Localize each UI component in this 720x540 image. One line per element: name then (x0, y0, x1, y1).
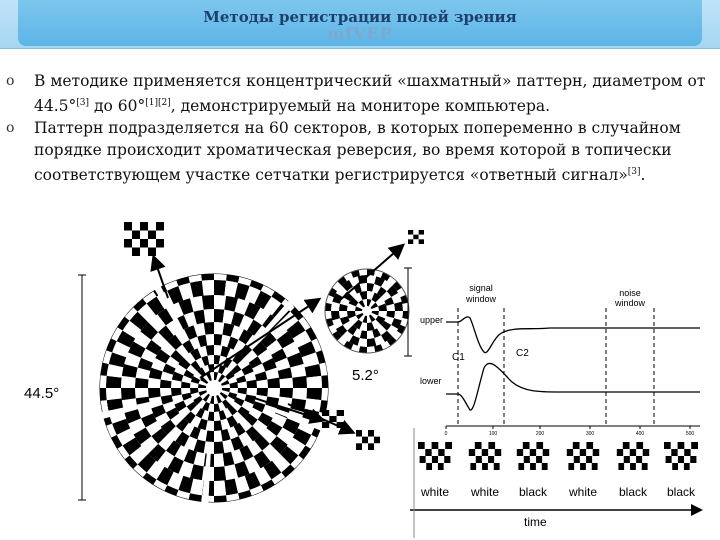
popout-right-check (337, 416, 344, 422)
dartboard-check (214, 309, 224, 323)
dartboard-check (214, 274, 227, 281)
frame-label: black (518, 485, 548, 499)
frame-check (630, 442, 637, 449)
frame-check (623, 449, 629, 456)
frame-check (592, 456, 598, 463)
frame-check (523, 442, 530, 449)
popout-top-check (156, 248, 164, 257)
frame-check (586, 449, 592, 456)
dartboard-check (214, 495, 227, 502)
noise-window-label-1: noise (619, 288, 641, 298)
frame-check (488, 449, 494, 456)
c2-label: C2 (516, 348, 529, 359)
popout-top-check (148, 222, 156, 231)
dartboard-check (135, 378, 149, 388)
popout-right-check (329, 416, 336, 422)
waveform-panel (420, 283, 702, 437)
popout-lower-right-check (362, 430, 368, 437)
frame-check (432, 463, 438, 470)
diameter-bracket (78, 275, 86, 500)
frame-check (530, 442, 537, 449)
frame-check (476, 463, 482, 470)
popout-top-check (132, 222, 140, 231)
frame-check (642, 456, 648, 463)
frame-check (568, 456, 574, 463)
bullet-1-text-b: до 60° (89, 97, 146, 116)
frame-check (684, 449, 690, 456)
frame-check (616, 442, 623, 449)
frame-check (580, 449, 586, 456)
popout-top-right-check (413, 239, 418, 244)
frame-check (524, 463, 530, 470)
frame-check (468, 442, 475, 449)
frame-check (672, 456, 678, 463)
popout-top-check (148, 231, 156, 240)
popout-lower-right-check (374, 443, 380, 450)
frame-check (636, 449, 642, 456)
frame-check (624, 456, 630, 463)
frame-label: black (666, 485, 696, 499)
slide-title: Методы регистрации полей зрения (203, 8, 517, 26)
popout-top-check (124, 248, 132, 257)
bullet-marker: o (6, 73, 15, 89)
popout-top-check (124, 222, 132, 231)
frame-check (444, 456, 450, 463)
popout-lower-right-check (362, 443, 368, 450)
frame-check (523, 449, 529, 456)
c1-label: C1 (452, 352, 465, 363)
frame-check (666, 456, 672, 463)
frame-check (488, 456, 494, 463)
dartboard-check (100, 388, 107, 401)
frame-check (586, 456, 592, 463)
frame-check (518, 456, 524, 463)
bullet-marker: o (6, 120, 15, 137)
lower-label: lower (420, 376, 442, 386)
dartboard-check (214, 295, 226, 310)
popout-lower-right-check (368, 437, 374, 444)
frame-check (432, 449, 438, 456)
dartboard-check (292, 388, 307, 400)
popout-right-check (329, 410, 336, 416)
frame-label: white (568, 485, 598, 499)
frame-check (524, 456, 530, 463)
popout-top-right-check (419, 230, 424, 235)
dartboard-check (279, 388, 293, 398)
dartboard-check (214, 480, 226, 496)
time-tick-label: 300 (585, 431, 595, 437)
popout-lower-right-check (356, 443, 362, 450)
bullet-1-ref-a: [3] (76, 98, 90, 108)
frame-sequence (418, 442, 698, 499)
frame-check (495, 442, 502, 449)
dartboard-check (204, 309, 214, 323)
popout-top-check (156, 239, 164, 248)
popout-lower-right-check (368, 430, 374, 437)
popout-right-check (322, 410, 329, 416)
frame-check (420, 456, 426, 463)
frame-check (488, 442, 495, 449)
frame-check (643, 442, 650, 449)
popout-top-right-check (419, 239, 424, 244)
frame-check (574, 463, 580, 470)
popout-right-check (322, 422, 329, 428)
frame-check (432, 456, 438, 463)
frame-check (567, 449, 573, 456)
frame-check (678, 456, 684, 463)
diameter-label: 44.5° (24, 385, 60, 402)
frame-check (636, 442, 643, 449)
frame-check (425, 449, 431, 456)
popout-lower-right-check (356, 430, 362, 437)
frame-check (438, 442, 445, 449)
bullet-1-ref-b: [1][2] (145, 98, 171, 108)
frame-check (568, 463, 574, 470)
frame-check (444, 463, 450, 470)
signal-window-label-1: signal (469, 283, 493, 293)
frame-check (586, 442, 593, 449)
frame-check (573, 449, 579, 456)
frame-label: white (470, 485, 500, 499)
frame-check (573, 442, 580, 449)
frame-check (426, 456, 432, 463)
frame-check (678, 442, 685, 449)
frame-check (432, 442, 439, 449)
frame-check (665, 449, 671, 456)
frame-check (636, 456, 642, 463)
bullet-2-ref-a: [3] (627, 167, 641, 178)
frame-check (684, 456, 690, 463)
frame-check (488, 463, 494, 470)
frame-check (542, 463, 548, 470)
frame-label: white (420, 485, 450, 499)
frame-check (643, 449, 649, 456)
frame-check (425, 442, 432, 449)
frame-check (438, 449, 444, 456)
frame-check (476, 456, 482, 463)
frame-check (690, 463, 696, 470)
dartboard-check (202, 280, 214, 296)
frame-check (419, 449, 425, 456)
time-ticks (445, 426, 695, 437)
frame-check (586, 463, 592, 470)
frame-check (475, 442, 482, 449)
upper-label: upper (420, 315, 444, 325)
frame-check (542, 456, 548, 463)
frame-check (684, 442, 691, 449)
frame-check (672, 463, 678, 470)
frame-check (420, 463, 426, 470)
frame-check (624, 463, 630, 470)
frame-check (470, 456, 476, 463)
frame-check (691, 449, 697, 456)
frame-check (536, 442, 543, 449)
frame-check (495, 449, 501, 456)
dartboard-check (202, 295, 214, 310)
frame-check (482, 449, 488, 456)
frame-check (593, 442, 600, 449)
frame-check (580, 463, 586, 470)
frame-check (618, 463, 624, 470)
time-label: time (524, 515, 547, 529)
frame-check (574, 456, 580, 463)
frame-check (517, 449, 523, 456)
dartboard-check (279, 378, 293, 388)
time-tick-label: 500 (685, 431, 695, 437)
frame-check (475, 449, 481, 456)
frame-check (684, 463, 690, 470)
frame-check (617, 449, 623, 456)
popout-top-check (140, 239, 148, 248)
frame-check (445, 449, 451, 456)
popout-top-check (148, 239, 156, 248)
popout-top-check (132, 231, 140, 240)
bullet-2-text-a: Паттерн подразделяется на 60 секторов, в которых попеременно в случайном порядке происходит хроматическая реверсия, во время которой в топически соответствующем участке сетчатки регистрируется «ответный сигнал» (34, 119, 681, 185)
fixation-hole (206, 380, 222, 396)
popout-top-check (132, 239, 140, 248)
popout-top-check (124, 231, 132, 240)
inner-label: 5.2° (352, 367, 379, 384)
frame-check (494, 463, 500, 470)
dartboard-check (214, 453, 224, 467)
frame-check (469, 449, 475, 456)
frame-check (426, 463, 432, 470)
popout-top-right-check (419, 235, 424, 240)
frame-check (642, 463, 648, 470)
frame-check (482, 456, 488, 463)
frame-check (678, 463, 684, 470)
frame-check (630, 456, 636, 463)
frame-check (678, 449, 684, 456)
dartboard-check (214, 466, 226, 481)
popout-top-check (140, 222, 148, 231)
popout-top-right-check (413, 235, 418, 240)
frame-check (630, 449, 636, 456)
frame-check (566, 442, 573, 449)
popout-lower-right-check (368, 443, 374, 450)
dartboard-check (306, 388, 322, 400)
frame-check (593, 449, 599, 456)
dartboard-check (214, 280, 226, 296)
dartboard-check (106, 376, 122, 388)
popout-lower-right-check (374, 430, 380, 437)
frame-check (580, 442, 587, 449)
frame-check (592, 463, 598, 470)
frame-check (482, 463, 488, 470)
dartboard-check (292, 376, 307, 388)
frame-check (543, 442, 550, 449)
time-tick-label: 0 (444, 431, 448, 437)
dartboard-check (106, 388, 122, 400)
frame-check (530, 456, 536, 463)
frame-check (530, 449, 536, 456)
frame-check (445, 442, 452, 449)
frame-check (482, 442, 489, 449)
bullet-2-text-b: . (640, 166, 646, 185)
popout-top-check (156, 222, 164, 231)
time-tick-label: 100 (488, 431, 498, 437)
popout-top-right-check (413, 230, 418, 235)
bullet-1-text-c: , демонстрируемый на мониторе компьютера. (170, 97, 551, 116)
dartboard-check (121, 376, 136, 388)
popout-top-check (140, 248, 148, 257)
frame-check (470, 463, 476, 470)
frame-check (438, 463, 444, 470)
frame-check (623, 442, 630, 449)
frame-check (690, 456, 696, 463)
frame-check (630, 463, 636, 470)
popout-lower-right-check (362, 437, 368, 444)
signal-window-label-2: window (465, 294, 497, 304)
frame-check (536, 449, 542, 456)
frame-check (536, 463, 542, 470)
slide-subtitle: mfVEP (327, 24, 393, 43)
dartboard-check (321, 388, 328, 401)
frame-check (518, 463, 524, 470)
frame-check (671, 442, 678, 449)
frame-check (418, 442, 425, 449)
frame-check (516, 442, 523, 449)
frame-label: black (618, 485, 648, 499)
popout-lower-right-check (356, 437, 362, 444)
popout-top-check (156, 231, 164, 240)
bullet-1-text-a: В методике применяется концентрический «шахматный» паттерн, диаметром от 44.5° (34, 72, 706, 116)
frame-check (636, 463, 642, 470)
popout-lower-right-check (374, 437, 380, 444)
time-tick-label: 400 (635, 431, 645, 437)
popout-top-check (148, 248, 156, 257)
dartboard-check (321, 375, 328, 388)
popout-right-check (337, 410, 344, 416)
frame-check (536, 456, 542, 463)
dartboard-check (100, 375, 107, 388)
time-tick-label: 200 (535, 431, 545, 437)
frame-check (530, 463, 536, 470)
popout-top-right-check (408, 230, 413, 235)
frame-check (494, 456, 500, 463)
dartboard-check (135, 388, 149, 398)
frame-check (666, 463, 672, 470)
frame-check (580, 456, 586, 463)
noise-window-label-2: window (614, 298, 646, 308)
popout-top-check (132, 248, 140, 257)
frame-check (691, 442, 698, 449)
frame-check (543, 449, 549, 456)
dartboard-check (201, 274, 214, 281)
frame-check (618, 456, 624, 463)
popout-top-check (124, 239, 132, 248)
popout-top-right-check (408, 239, 413, 244)
frame-check (438, 456, 444, 463)
popout-top-right-check (408, 235, 413, 240)
dartboard-check (121, 388, 136, 400)
frame-check (671, 449, 677, 456)
dartboard-check (306, 376, 322, 388)
frame-check (664, 442, 671, 449)
popout-top-check (140, 231, 148, 240)
